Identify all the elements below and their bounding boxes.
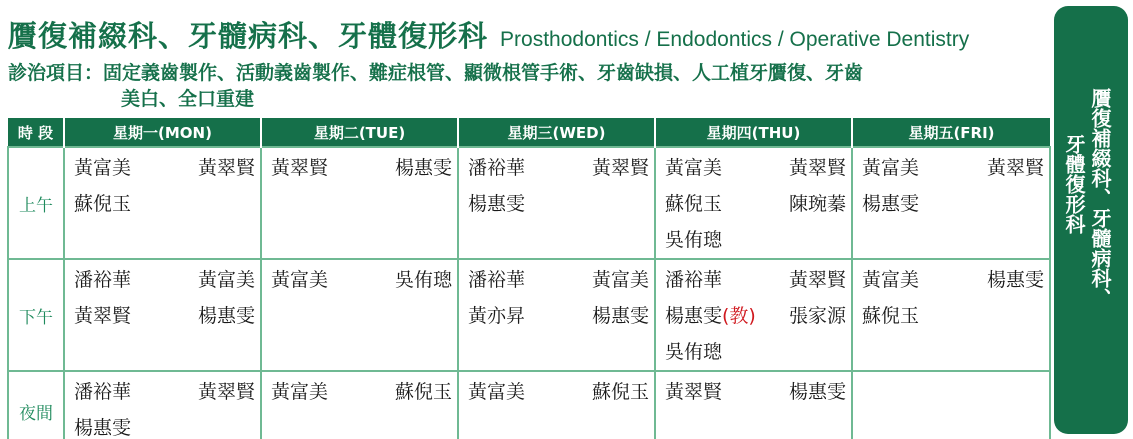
doctor-name: 黃亦昇 xyxy=(468,305,526,327)
doctor-name: 黃翠賢 xyxy=(788,157,846,179)
doctor-name: 楊惠雯 xyxy=(468,193,526,215)
doctor-name: 蘇倪玉 xyxy=(665,193,723,215)
side-tab-line-1: 贋復補綴科、牙髓病科、 xyxy=(1088,88,1112,308)
doctor-name: 蘇倪玉 xyxy=(74,193,132,215)
doctor-name: 黃翠賢 xyxy=(788,269,846,291)
header-thu: 星期四(THU) xyxy=(655,118,852,147)
schedule-table xyxy=(7,118,1051,439)
services-line-2: 美白、全口重建 xyxy=(121,88,255,110)
cell-mon-afternoon xyxy=(64,259,261,371)
doctor-name: 潘裕華 xyxy=(74,269,132,291)
doctor-name: 黃翠賢 xyxy=(986,157,1044,179)
title-chinese: 贋復補綴科、牙髓病科、牙體復形科 xyxy=(8,19,489,53)
cell-fri-morning xyxy=(852,147,1050,259)
row-night xyxy=(8,371,1050,439)
period-night: 夜間 xyxy=(8,371,64,439)
cell-wed-morning xyxy=(458,147,655,259)
header-wed: 星期三(WED) xyxy=(458,118,655,147)
cell-tue-afternoon xyxy=(261,259,458,371)
header-mon: 星期一(MON) xyxy=(64,118,261,147)
doctor-name: 黃富美 xyxy=(271,381,329,403)
doctor-name: 黃翠賢 xyxy=(665,381,723,403)
header-period: 時 段 xyxy=(8,118,64,147)
doctor-name: 楊惠雯 xyxy=(591,305,649,327)
doctor-name: 黃富美 xyxy=(862,269,920,291)
doctor-name: 吳侑璁 xyxy=(665,341,723,363)
doctor-name: 楊惠雯 xyxy=(862,193,920,215)
cell-fri-night xyxy=(852,371,1050,439)
doctor-name: 楊惠雯 xyxy=(197,305,255,327)
doctor-name: 黃富美 xyxy=(591,269,649,291)
doctor-name: 黃富美 xyxy=(665,157,723,179)
schedule-header-row xyxy=(8,118,1050,147)
period-afternoon: 下午 xyxy=(8,259,64,371)
header-fri: 星期五(FRI) xyxy=(852,118,1050,147)
doctor-name: 黃富美 xyxy=(862,157,920,179)
doctor-name: 黃翠賢 xyxy=(591,157,649,179)
doctor-name: 蘇倪玉 xyxy=(862,305,920,327)
doctor-name: 楊惠雯 xyxy=(788,381,846,403)
services-block xyxy=(8,60,1048,112)
doctor-name: 楊惠雯 xyxy=(74,417,132,439)
period-morning: 上午 xyxy=(8,147,64,259)
cell-wed-night xyxy=(458,371,655,439)
cell-thu-night xyxy=(655,371,852,439)
cell-thu-afternoon xyxy=(655,259,852,371)
doctor-name: 黃富美 xyxy=(271,269,329,291)
services-label: 診治項目： xyxy=(8,62,104,84)
services-line-1: 固定義齒製作、活動義齒製作、難症根管、顯微根管手術、牙齒缺損、人工植牙贋復、牙齒 xyxy=(103,62,864,84)
doctor-name: 蘇倪玉 xyxy=(591,381,649,403)
doctor-name: 黃翠賢 xyxy=(271,157,329,179)
page-title xyxy=(8,14,969,54)
header-tue: 星期二(TUE) xyxy=(261,118,458,147)
doctor-name: 黃富美 xyxy=(74,157,132,179)
cell-mon-night xyxy=(64,371,261,439)
doctor-name: 蘇倪玉 xyxy=(394,381,452,403)
row-afternoon xyxy=(8,259,1050,371)
doctor-name: 潘裕華 xyxy=(74,381,132,403)
doctor-name: 楊惠雯 xyxy=(394,157,452,179)
doctor-name: 潘裕華 xyxy=(468,269,526,291)
doctor-name: 潘裕華 xyxy=(665,269,723,291)
row-morning xyxy=(8,147,1050,259)
doctor-name: 張家源 xyxy=(788,305,846,327)
doctor-name: 楊惠雯 xyxy=(665,305,723,327)
doctor-with-note xyxy=(665,298,756,334)
doctor-name: 吳侑璁 xyxy=(665,229,723,251)
cell-mon-morning xyxy=(64,147,261,259)
doctor-name: 黃翠賢 xyxy=(74,305,132,327)
doctor-name: 潘裕華 xyxy=(468,157,526,179)
doctor-name: 黃翠賢 xyxy=(197,381,255,403)
doctor-name: 黃翠賢 xyxy=(197,157,255,179)
cell-thu-morning xyxy=(655,147,852,259)
side-tab-line-2: 牙體復形科 xyxy=(1062,134,1086,234)
teaching-note: (教) xyxy=(722,305,756,327)
doctor-name: 黃富美 xyxy=(197,269,255,291)
cell-fri-afternoon xyxy=(852,259,1050,371)
doctor-name: 陳琬蓁 xyxy=(788,193,846,215)
doctor-name: 吳侑璁 xyxy=(394,269,452,291)
doctor-name: 楊惠雯 xyxy=(986,269,1044,291)
cell-tue-night xyxy=(261,371,458,439)
doctor-name: 黃富美 xyxy=(468,381,526,403)
cell-wed-afternoon xyxy=(458,259,655,371)
title-english: Prosthodontics / Endodontics / Operative Dentistry xyxy=(500,28,970,51)
cell-tue-morning xyxy=(261,147,458,259)
